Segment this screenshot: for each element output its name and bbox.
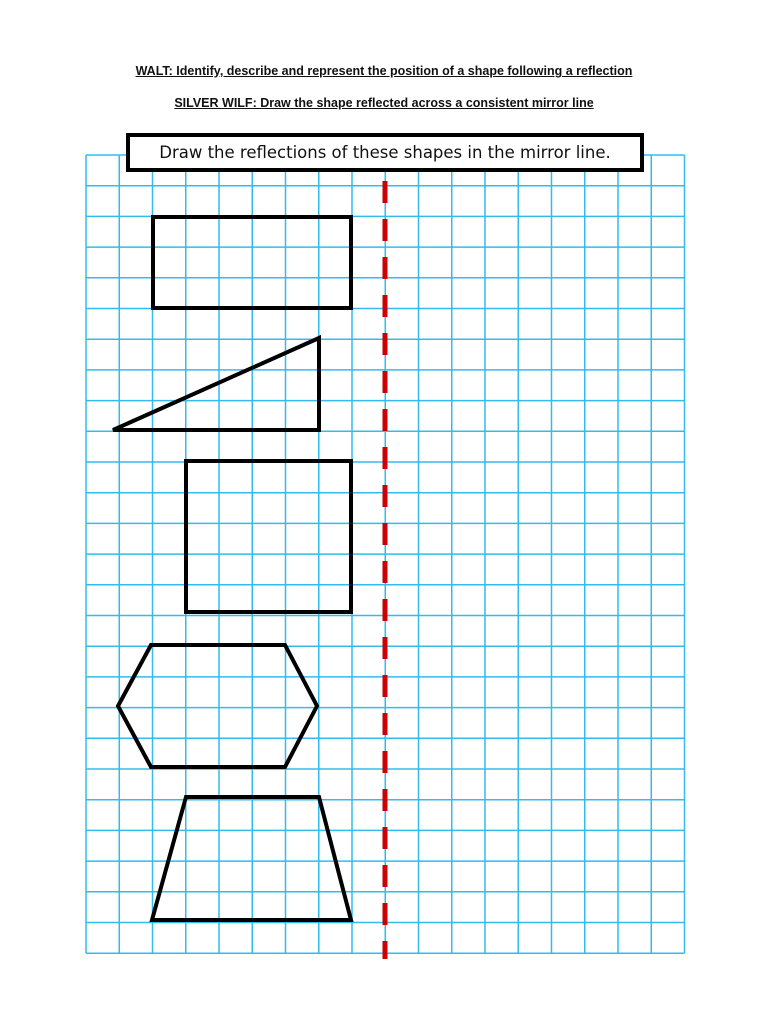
- walt-objective: WALT: Identify, describe and represent the position of a shape following a reflection: [135, 64, 633, 78]
- hexagon-shape: [118, 645, 317, 767]
- instruction-text: Draw the reflections of these shapes in the mirror line.: [159, 143, 611, 162]
- square-shape: [186, 461, 351, 612]
- right-triangle-shape: [113, 338, 319, 430]
- shapes-group: [113, 217, 351, 920]
- silver-wilf-criteria: SILVER WILF: Draw the shape reflected across a consistent mirror line: [174, 96, 594, 110]
- instruction-box: [126, 133, 644, 172]
